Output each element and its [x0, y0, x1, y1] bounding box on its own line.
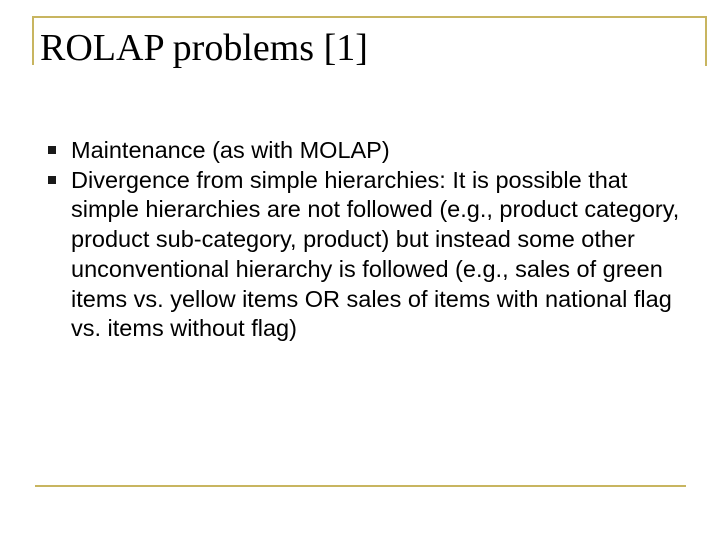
right-divider: [705, 16, 707, 66]
bullet-list: [48, 136, 688, 344]
bullet-text: Divergence from simple hierarchies: It is possible that simple hierarchies are not followed (e.g., product category, product sub-category, product) but instead some other unconventional hierarchy is followed (e.g., sales of green items vs. yellow items OR sales of items with national flag vs. items without flag): [71, 166, 680, 342]
left-divider: [32, 16, 34, 65]
square-bullet-icon: [48, 176, 56, 184]
bullet-item-divergence: [48, 166, 688, 344]
slide-title: ROLAP problems [1]: [40, 27, 368, 69]
bullet-text: Maintenance (as with MOLAP): [71, 137, 390, 163]
top-divider: [32, 16, 706, 18]
square-bullet-icon: [48, 146, 56, 154]
bottom-divider: [35, 485, 686, 487]
bullet-item-maintenance: [48, 136, 688, 166]
